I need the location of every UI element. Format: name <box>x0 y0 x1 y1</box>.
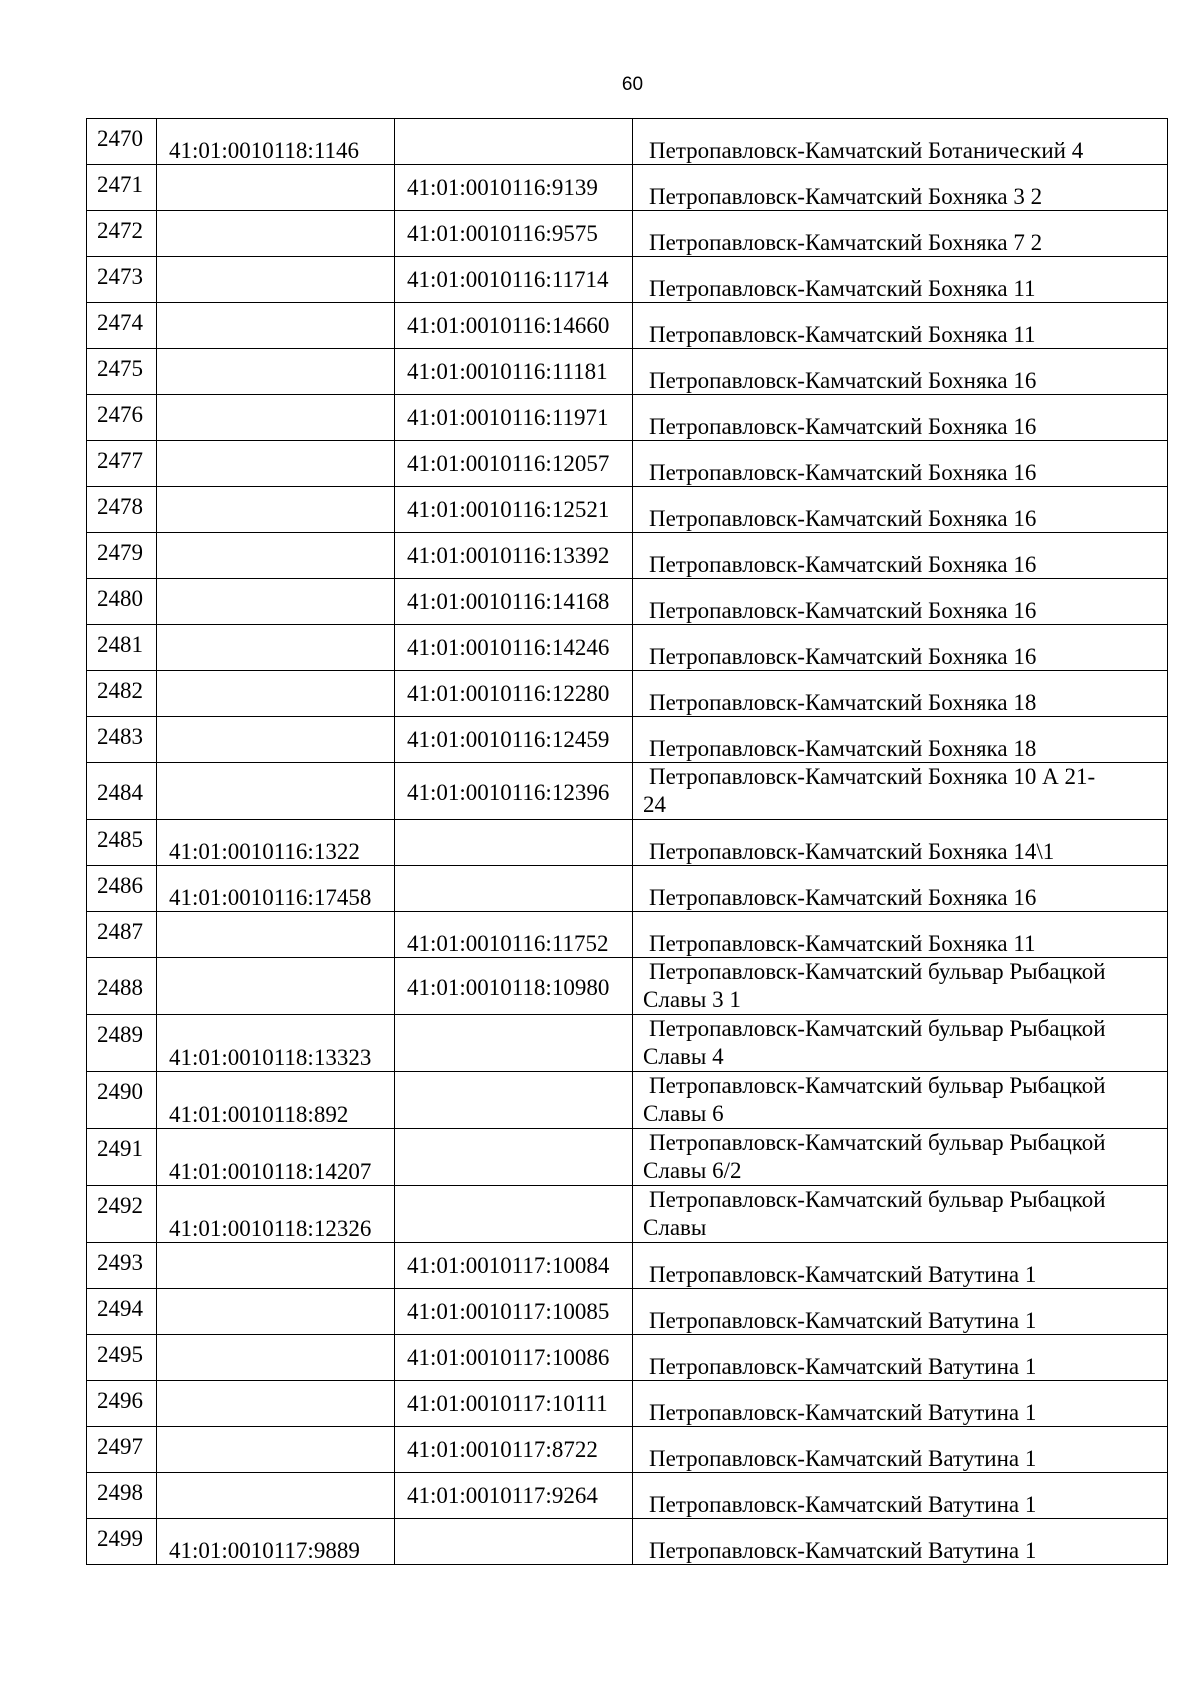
row-number-cell <box>87 671 157 717</box>
address-line-1: Петропавловск-Камчатский бульвар Рыбацкой <box>649 1073 1106 1098</box>
address-cell <box>633 533 1168 579</box>
cadastral-a-cell <box>157 958 395 1015</box>
address <box>643 1129 1161 1185</box>
row-number-cell <box>87 1473 157 1519</box>
cadastral-b-cell <box>395 763 633 820</box>
cadastral-a-cell <box>157 165 395 211</box>
table-row <box>87 1129 1168 1186</box>
table-row <box>87 1427 1168 1473</box>
cadastral-b-cell <box>395 1519 633 1565</box>
cadastral-a-cell <box>157 303 395 349</box>
cadastral-b-cell <box>395 1335 633 1381</box>
cadastral-number-b: 41:01:0010116:13392 <box>407 543 610 568</box>
row-number: 2486 <box>97 873 143 898</box>
address-cell <box>633 1186 1168 1243</box>
row-number: 2481 <box>97 632 143 657</box>
cadastral-table <box>86 118 1168 1565</box>
address-line-2: Славы 3 1 <box>643 987 741 1012</box>
address-cell <box>633 211 1168 257</box>
cadastral-b-cell <box>395 165 633 211</box>
table-row <box>87 1243 1168 1289</box>
row-number: 2494 <box>97 1296 143 1321</box>
cadastral-number-b: 41:01:0010116:9139 <box>407 175 598 200</box>
cadastral-number-b: 41:01:0010117:10111 <box>407 1391 608 1416</box>
row-number-cell <box>87 763 157 820</box>
cadastral-number-a: 41:01:0010118:12326 <box>169 1216 372 1241</box>
address: Петропавловск-Камчатский Бохняка 11 <box>649 322 1036 347</box>
address-cell <box>633 763 1168 820</box>
address <box>643 763 1161 819</box>
row-number-cell <box>87 487 157 533</box>
address-cell <box>633 579 1168 625</box>
cadastral-number-a: 41:01:0010117:9889 <box>169 1538 360 1563</box>
table-row <box>87 1186 1168 1243</box>
row-number: 2492 <box>97 1193 143 1218</box>
address <box>643 1015 1161 1071</box>
cadastral-b-cell <box>395 820 633 866</box>
cadastral-a-cell <box>157 211 395 257</box>
cadastral-b-cell <box>395 257 633 303</box>
cadastral-a-cell <box>157 763 395 820</box>
address: Петропавловск-Камчатский Ботанический 4 <box>649 138 1084 163</box>
table-row <box>87 211 1168 257</box>
cadastral-a-cell <box>157 1381 395 1427</box>
address: Петропавловск-Камчатский Ватутина 1 <box>649 1354 1037 1379</box>
table-row <box>87 165 1168 211</box>
cadastral-number-b: 41:01:0010117:9264 <box>407 1483 598 1508</box>
cadastral-a-cell <box>157 349 395 395</box>
cadastral-a-cell <box>157 1519 395 1565</box>
cadastral-a-cell <box>157 579 395 625</box>
cadastral-b-cell <box>395 119 633 165</box>
row-number-cell <box>87 119 157 165</box>
row-number-cell <box>87 1243 157 1289</box>
cadastral-b-cell <box>395 1129 633 1186</box>
row-number-cell <box>87 625 157 671</box>
address-line-1: Петропавловск-Камчатский бульвар Рыбацкой <box>649 959 1106 984</box>
row-number: 2487 <box>97 919 143 944</box>
address-cell <box>633 1335 1168 1381</box>
table-row <box>87 1015 1168 1072</box>
row-number: 2497 <box>97 1434 143 1459</box>
row-number: 2498 <box>97 1480 143 1505</box>
address-cell <box>633 349 1168 395</box>
table-row <box>87 441 1168 487</box>
cadastral-number-b: 41:01:0010118:10980 <box>407 975 610 1000</box>
address: Петропавловск-Камчатский Бохняка 18 <box>649 736 1037 761</box>
address-cell <box>633 912 1168 958</box>
row-number: 2496 <box>97 1388 143 1413</box>
cadastral-b-cell <box>395 671 633 717</box>
row-number: 2478 <box>97 494 143 519</box>
cadastral-b-cell <box>395 1186 633 1243</box>
row-number: 2490 <box>97 1079 143 1104</box>
cadastral-b-cell <box>395 441 633 487</box>
address-line-1: Петропавловск-Камчатский бульвар Рыбацкой <box>649 1187 1106 1212</box>
address: Петропавловск-Камчатский Бохняка 16 <box>649 885 1037 910</box>
cadastral-b-cell <box>395 958 633 1015</box>
cadastral-a-cell <box>157 1243 395 1289</box>
cadastral-number-b: 41:01:0010116:12396 <box>407 780 610 805</box>
cadastral-number-b: 41:01:0010116:11181 <box>407 359 608 384</box>
cadastral-a-cell <box>157 671 395 717</box>
address-line-2: Славы 6/2 <box>643 1158 742 1183</box>
row-number-cell <box>87 866 157 912</box>
table-row <box>87 866 1168 912</box>
address: Петропавловск-Камчатский Бохняка 16 <box>649 414 1037 439</box>
cadastral-a-cell <box>157 1473 395 1519</box>
table-row <box>87 303 1168 349</box>
row-number-cell <box>87 441 157 487</box>
address-line-2: 24 <box>643 792 666 817</box>
table-row <box>87 579 1168 625</box>
row-number: 2480 <box>97 586 143 611</box>
row-number-cell <box>87 1072 157 1129</box>
cadastral-number-a: 41:01:0010118:892 <box>169 1102 349 1127</box>
address-line-1: Петропавловск-Камчатский бульвар Рыбацкой <box>649 1016 1106 1041</box>
address: Петропавловск-Камчатский Ватутина 1 <box>649 1492 1037 1517</box>
cadastral-a-cell <box>157 1015 395 1072</box>
cadastral-a-cell <box>157 1289 395 1335</box>
table-row <box>87 717 1168 763</box>
address: Петропавловск-Камчатский Ватутина 1 <box>649 1446 1037 1471</box>
row-number: 2491 <box>97 1136 143 1161</box>
row-number-cell <box>87 1186 157 1243</box>
table-row <box>87 1335 1168 1381</box>
cadastral-a-cell <box>157 1129 395 1186</box>
cadastral-number-a: 41:01:0010118:14207 <box>169 1159 372 1184</box>
address-cell <box>633 625 1168 671</box>
row-number: 2473 <box>97 264 143 289</box>
cadastral-number-b: 41:01:0010116:14168 <box>407 589 610 614</box>
table-row <box>87 912 1168 958</box>
cadastral-b-cell <box>395 1381 633 1427</box>
cadastral-number-b: 41:01:0010116:9575 <box>407 221 598 246</box>
row-number: 2476 <box>97 402 143 427</box>
row-number: 2474 <box>97 310 143 335</box>
cadastral-number-b: 41:01:0010116:12521 <box>407 497 610 522</box>
row-number-cell <box>87 717 157 763</box>
row-number: 2477 <box>97 448 143 473</box>
address <box>643 1186 1161 1242</box>
cadastral-b-cell <box>395 912 633 958</box>
address-cell <box>633 257 1168 303</box>
row-number-cell <box>87 257 157 303</box>
address: Петропавловск-Камчатский Бохняка 11 <box>649 276 1036 301</box>
cadastral-b-cell <box>395 1427 633 1473</box>
address-cell <box>633 119 1168 165</box>
address: Петропавловск-Камчатский Бохняка 18 <box>649 690 1037 715</box>
cadastral-a-cell <box>157 820 395 866</box>
address: Петропавловск-Камчатский Бохняка 11 <box>649 931 1036 956</box>
table-row <box>87 820 1168 866</box>
row-number: 2489 <box>97 1022 143 1047</box>
row-number-cell <box>87 1335 157 1381</box>
cadastral-a-cell <box>157 257 395 303</box>
cadastral-a-cell <box>157 1335 395 1381</box>
cadastral-b-cell <box>395 1072 633 1129</box>
row-number: 2472 <box>97 218 143 243</box>
address-cell <box>633 395 1168 441</box>
address-cell <box>633 487 1168 533</box>
table-row <box>87 257 1168 303</box>
address-cell <box>633 303 1168 349</box>
table-row <box>87 1519 1168 1565</box>
address-cell <box>633 866 1168 912</box>
cadastral-number-a: 41:01:0010116:17458 <box>169 885 372 910</box>
row-number: 2485 <box>97 827 143 852</box>
address-cell <box>633 958 1168 1015</box>
row-number: 2475 <box>97 356 143 381</box>
cadastral-b-cell <box>395 349 633 395</box>
row-number: 2488 <box>97 975 143 1000</box>
cadastral-a-cell <box>157 1186 395 1243</box>
cadastral-number-b: 41:01:0010116:11752 <box>407 931 609 956</box>
row-number-cell <box>87 165 157 211</box>
table-row <box>87 1289 1168 1335</box>
table-row <box>87 119 1168 165</box>
address: Петропавловск-Камчатский Бохняка 14\1 <box>649 839 1055 864</box>
cadastral-number-b: 41:01:0010117:10086 <box>407 1345 610 1370</box>
address-line-2: Славы 4 <box>643 1044 724 1069</box>
cadastral-a-cell <box>157 912 395 958</box>
cadastral-b-cell <box>395 533 633 579</box>
address: Петропавловск-Камчатский Бохняка 16 <box>649 368 1037 393</box>
row-number: 2495 <box>97 1342 143 1367</box>
row-number-cell <box>87 1289 157 1335</box>
table-row <box>87 625 1168 671</box>
address-cell <box>633 1015 1168 1072</box>
address: Петропавловск-Камчатский Бохняка 16 <box>649 644 1037 669</box>
row-number-cell <box>87 533 157 579</box>
address: Петропавловск-Камчатский Бохняка 7 2 <box>649 230 1043 255</box>
cadastral-b-cell <box>395 866 633 912</box>
row-number-cell <box>87 912 157 958</box>
cadastral-a-cell <box>157 717 395 763</box>
row-number: 2471 <box>97 172 143 197</box>
table-row <box>87 671 1168 717</box>
address: Петропавловск-Камчатский Ватутина 1 <box>649 1308 1037 1333</box>
cadastral-a-cell <box>157 1427 395 1473</box>
address-cell <box>633 1243 1168 1289</box>
address <box>643 1072 1161 1128</box>
table-row <box>87 395 1168 441</box>
cadastral-b-cell <box>395 395 633 441</box>
cadastral-number-a: 41:01:0010116:1322 <box>169 839 360 864</box>
cadastral-a-cell <box>157 1072 395 1129</box>
table-row <box>87 487 1168 533</box>
cadastral-number-b: 41:01:0010117:10084 <box>407 1253 610 1278</box>
row-number-cell <box>87 958 157 1015</box>
address: Петропавловск-Камчатский Бохняка 16 <box>649 460 1037 485</box>
address-cell <box>633 820 1168 866</box>
address: Петропавловск-Камчатский Бохняка 16 <box>649 552 1037 577</box>
cadastral-number-b: 41:01:0010117:10085 <box>407 1299 610 1324</box>
table-row <box>87 1473 1168 1519</box>
row-number: 2483 <box>97 724 143 749</box>
cadastral-number-b: 41:01:0010117:8722 <box>407 1437 598 1462</box>
cadastral-b-cell <box>395 1243 633 1289</box>
address-cell <box>633 1473 1168 1519</box>
cadastral-b-cell <box>395 579 633 625</box>
cadastral-b-cell <box>395 303 633 349</box>
table-row <box>87 349 1168 395</box>
row-number-cell <box>87 1015 157 1072</box>
address <box>643 958 1161 1014</box>
address: Петропавловск-Камчатский Бохняка 16 <box>649 506 1037 531</box>
address: Петропавловск-Камчатский Ватутина 1 <box>649 1400 1037 1425</box>
address: Петропавловск-Камчатский Бохняка 16 <box>649 598 1037 623</box>
cadastral-number-b: 41:01:0010116:12057 <box>407 451 610 476</box>
row-number-cell <box>87 820 157 866</box>
address-cell <box>633 1129 1168 1186</box>
address-cell <box>633 1072 1168 1129</box>
cadastral-number-b: 41:01:0010116:12459 <box>407 727 610 752</box>
address-cell <box>633 1381 1168 1427</box>
address: Петропавловск-Камчатский Бохняка 3 2 <box>649 184 1043 209</box>
cadastral-number-a: 41:01:0010118:1146 <box>169 138 359 163</box>
cadastral-b-cell <box>395 1015 633 1072</box>
table-row <box>87 958 1168 1015</box>
address-line-1: Петропавловск-Камчатский Бохняка 10 А 21- <box>649 764 1096 789</box>
table-row <box>87 763 1168 820</box>
cadastral-a-cell <box>157 441 395 487</box>
page-number: 60 <box>621 74 644 95</box>
row-number-cell <box>87 349 157 395</box>
row-number-cell <box>87 395 157 441</box>
address-cell <box>633 441 1168 487</box>
address-cell <box>633 1427 1168 1473</box>
cadastral-number-b: 41:01:0010116:14660 <box>407 313 610 338</box>
address-cell <box>633 165 1168 211</box>
row-number: 2493 <box>97 1250 143 1275</box>
row-number-cell <box>87 1519 157 1565</box>
cadastral-number-b: 41:01:0010116:12280 <box>407 681 610 706</box>
table-row <box>87 1381 1168 1427</box>
row-number-cell <box>87 303 157 349</box>
address-cell <box>633 1519 1168 1565</box>
cadastral-a-cell <box>157 119 395 165</box>
address-line-1: Петропавловск-Камчатский бульвар Рыбацкой <box>649 1130 1106 1155</box>
cadastral-b-cell <box>395 211 633 257</box>
address: Петропавловск-Камчатский Ватутина 1 <box>649 1538 1037 1563</box>
address-cell <box>633 1289 1168 1335</box>
cadastral-number-a: 41:01:0010118:13323 <box>169 1045 372 1070</box>
table-row <box>87 1072 1168 1129</box>
address-line-2: Славы <box>643 1215 707 1240</box>
cadastral-a-cell <box>157 395 395 441</box>
cadastral-number-b: 41:01:0010116:11714 <box>407 267 609 292</box>
address-line-2: Славы 6 <box>643 1101 724 1126</box>
row-number: 2479 <box>97 540 143 565</box>
row-number: 2484 <box>97 780 143 805</box>
row-number-cell <box>87 579 157 625</box>
cadastral-a-cell <box>157 487 395 533</box>
row-number-cell <box>87 1427 157 1473</box>
address: Петропавловск-Камчатский Ватутина 1 <box>649 1262 1037 1287</box>
cadastral-b-cell <box>395 1289 633 1335</box>
cadastral-a-cell <box>157 866 395 912</box>
cadastral-b-cell <box>395 717 633 763</box>
cadastral-b-cell <box>395 1473 633 1519</box>
address-cell <box>633 671 1168 717</box>
cadastral-b-cell <box>395 487 633 533</box>
row-number-cell <box>87 211 157 257</box>
row-number: 2470 <box>97 126 143 151</box>
cadastral-number-b: 41:01:0010116:14246 <box>407 635 610 660</box>
table-row <box>87 533 1168 579</box>
row-number-cell <box>87 1129 157 1186</box>
row-number-cell <box>87 1381 157 1427</box>
row-number: 2499 <box>97 1526 143 1551</box>
cadastral-a-cell <box>157 533 395 579</box>
cadastral-b-cell <box>395 625 633 671</box>
cadastral-a-cell <box>157 625 395 671</box>
cadastral-number-b: 41:01:0010116:11971 <box>407 405 609 430</box>
row-number: 2482 <box>97 678 143 703</box>
address-cell <box>633 717 1168 763</box>
